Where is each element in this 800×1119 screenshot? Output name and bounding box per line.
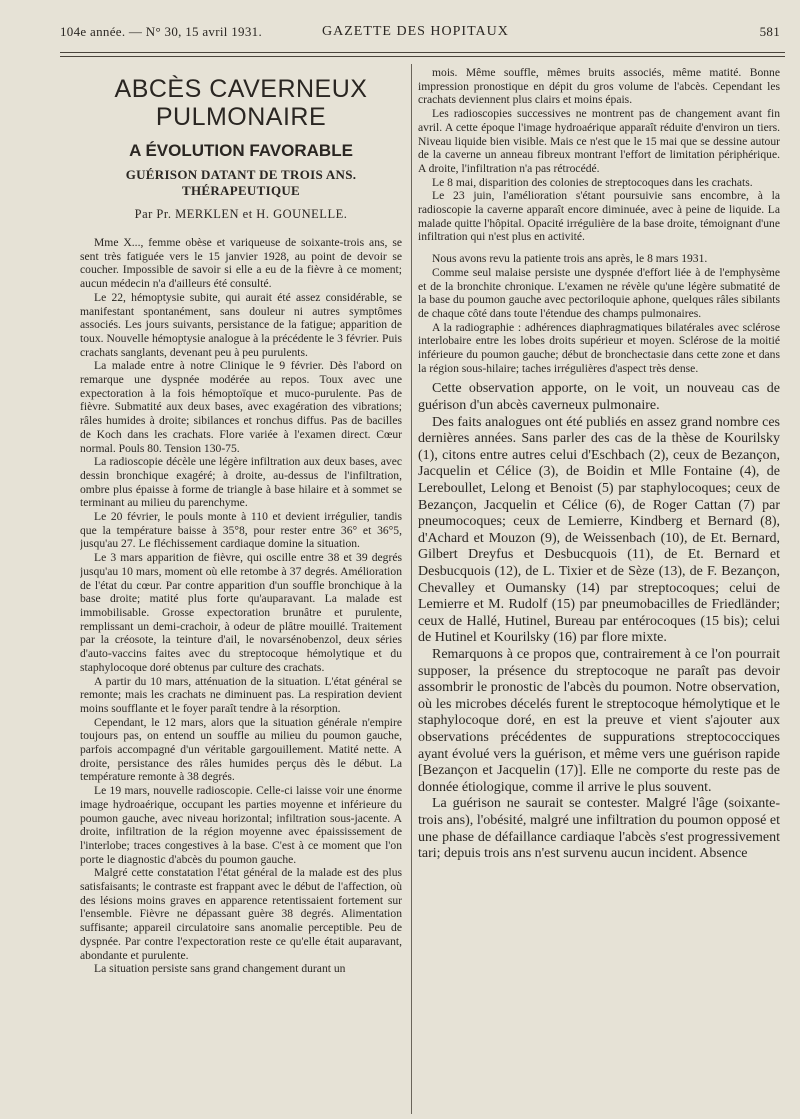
article-authors: Par Pr. MERKLEN et H. GOUNELLE. (134, 207, 348, 221)
section-gap (418, 244, 780, 252)
right-column (418, 66, 780, 1116)
paragraph: Remarquons à ce propos que, contrairement à ce l'on pourrait supposer, la présence du streptocoque ne paraît pas devoir assombrir le pronostic de l'abcès du poumon. Notre observation, où les microbes décelés furent le streptocoque hémolytique et le staphylocoque doré, en est la preuve et vient s'ajouter aux observations précédentes de suppurations streptococciques ayant évolué vers la guérison, et même vers une guérison rapide [Bezançon et Jacquelin (17)]. Elle ne comporte du reste pas de donnée étiologique, comme il arrive le plus souvent. (418, 646, 780, 795)
paragraph: Nous avons revu la patiente trois ans après, le 8 mars 1931. (432, 252, 708, 266)
paragraph: A partir du 10 mars, atténuation de la situation. L'état général se remonte; mais les crachats ne diminuent pas. La respiration devient moins soufflante et le foyer paraît tendre à la résorption. (80, 674, 402, 715)
paragraph: Le 19 mars, nouvelle radioscopie. Celle-ci laisse voir une énorme image hydroaérique, occupant les parties moyenne et inférieure du poumon gauche, avec niveau horizontal; infiltration sous-jacente. A droite, infiltration de la région moyenne avec épaississement de l'interlobe; traces congestives à la base. C'est à ce moment que l'on porte le diagnostic d'abcès du poumon gauche. (80, 784, 402, 866)
observation-continued (418, 66, 780, 244)
running-header (60, 24, 780, 44)
paragraph: Le 23 juin, l'amélioration s'étant poursuivie sans encombre, à la radioscopie la caverne apparaît encore diminuée, avec à peine de liquide. La malade quitte l'hôpital. Opacité irrégulière de la base droite, témoignant d'une infiltration qui n'est plus en activité. (418, 189, 780, 244)
paragraph: Les radioscopies successives ne montrent pas de changement avant fin avril. A cette époque l'image hydroaérique apparaît réduite d'environ un tiers. Niveau liquide bien visible. Mais ce n'est que le 15 mai que se dessine autour de la caverne un anneau fibreux montrant l'effort de limitation périphérique. A droite, l'infiltration n'a pas rétrocédé. (418, 107, 780, 175)
paragraph: Cette observation apporte, on le voit, un nouveau cas de guérison d'un abcès caverneux pulmonaire. (418, 381, 780, 414)
journal-name: GAZETTE DES HOPITAUX (322, 24, 509, 39)
article-title: ABCÈS CAVERNEUX PULMONAIRE (114, 75, 368, 131)
header-rule-bottom (60, 56, 785, 57)
paragraph: Cependant, le 12 mars, alors que la situation générale n'empire toujours pas, on entend un souffle au milieu du poumon gauche, parfois accompagné d'un véritable gargouillement. Matité nette. A droite, persistance des râles humides perçus dès le début. La température remonte à 38 degrés. (80, 715, 402, 784)
header-rule-top (60, 52, 785, 53)
paragraph: Comme seul malaise persiste une dyspnée d'effort liée à de l'emphysème et de la bronchite chronique. L'examen ne révèle qu'une légère submatité de la base du poumon gauche avec pectoriloquie aphone, quelques râles sibilants de chaque côté dans toute l'étendue des champs pulmonaires. (418, 265, 780, 320)
paragraph: mois. Même souffle, mêmes bruits associés, même matité. Bonne impression pronostique en dépit du gros volume de l'abcès. Cependant les crachats deviennent plus clairs et moins épais. (418, 66, 780, 107)
paragraph: Le 22, hémoptysie subite, qui aurait été assez considérable, se manifestant spontanément, sans douleur ni autres symptômes associés. Les jours suivants, persistance de la fatigue; apparition de toux. Nouvelle hémoptysie analogue à la précédente le 3 février. Puis crachats sanglants, devenant peu à peu purulents. (80, 290, 402, 359)
left-column (80, 66, 402, 1116)
paragraph: Le 8 mai, disparition des colonies de streptocoques dans les crachats. (432, 175, 753, 189)
column-divider (411, 64, 412, 1114)
paragraph: La radioscopie décèle une légère infiltration aux deux bases, avec dessin bronchique exagéré; à droite, au-dessus de l'infiltration, ombre plus épaisse à forme de triangle à base hilaire et à sommet se terminant au milieu du parenchyme. (80, 455, 402, 510)
paragraph: Mme X..., femme obèse et variqueuse de soixante-trois ans, se sent très fatiguée vers le 15 janvier 1928, au point de devoir se coucher. Impossible de savoir si elle a eu de la fièvre à ce moment; aucun médecin n'a d'ailleurs été consulté. (80, 236, 402, 291)
follow-up (418, 252, 780, 375)
page-number: 581 (759, 24, 780, 39)
paragraph: La malade entre à notre Clinique le 9 février. Dès l'abord on remarque une dyspnée modérée au repos. Toux avec une expectoration à la fois hémoptoïque et muco-purulente. Pas de fièvre. Submatité aux deux bases, avec exagération des vibrations; râles humides à droite; sibilances et ronchus diffus. Pas de bacilles de Koch dans les crachats. Flore variée à l'examen direct. Cœur normal. Pouls 80. Tension 130-75. (80, 359, 402, 455)
paragraph: Des faits analogues ont été publiés en assez grand nombre ces dernières années. Sans parler des cas de la thèse de Kourilsky (1), citons entre autres celui d'Eschbach (2), ceux de Bezançon, Jacquelin et Célice (3), de Boidin et Mlle Fontaine (4), de Lereboullet, Lelong et Benoist (5) par staphylocoques; ceux de Bezançon, Jacquelin et Célice (6), de Roger Cattan (7) par pneumocoques; ceux de Lemierre, Kindberg et Bernard (8), d'Achard et Mouzon (9), de Weissenbach (10), de Et. Bernard, Gilbert Dreyfus et Desbucquois (11), de Et. Bernard et Desbucquois (12), de L. Tixier et de Sèze (13), de F. Bezançon, Chevalley et Oumansky (14) par streptocoques; celui de Lemierre et M. Rudolf (15) par pneumobacilles de Friedländer; ceux de Hallé, Hutinel, Bureau par entérocoques (15 bis); celui de Hutinel et Kourilsky (16) par flore mixte. (418, 414, 780, 646)
paragraph: Le 3 mars apparition de fièvre, qui oscille entre 38 et 39 degrés jusqu'au 10 mars, moment où elle retombe à 37 degrés. Amélioration de l'état du cœur. Par contre apparition d'un souffle bronchique à la base droite; matité plus forte qu'auparavant. La malade est immobilisable. Grosse expectoration brunâtre et purulente, remplissant un demi-crachoir, à odeur de plâtre mouillé. Traitement par la créosote, la teinture d'ail, le novarsénobenzol, deux séries d'auto-vaccins faites avec du streptocoque hémolytique et du staphylocoque doré obtenus par culture des crachats. (80, 551, 402, 674)
paragraph: La situation persiste sans grand changement durant un (94, 962, 346, 976)
paragraph: La guérison ne saurait se contester. Malgré l'âge (soixante-trois ans), l'obésité, malgré une infiltration du poumon opposé et une phase de défaillance cardiaque l'abcès s'est progressivement tari; depuis trois ans n'est survenu aucun incident. Absence (418, 796, 780, 862)
issue-line: 104e année. — N° 30, 15 avril 1931. (60, 24, 262, 39)
paragraph: Le 20 février, le pouls monte à 110 et devient irrégulier, tandis que la température baisse à 35°8, pour rester entre 36° et 36°5, jusqu'au 27. Le fléchissement cardiaque domine la situation. (80, 510, 402, 551)
paragraph: A la radiographie : adhérences diaphragmatiques bilatérales avec sclérose interlobaire entre les lobes droits supérieur et moyen. Sclérose de la moitié inférieure du poumon gauche; début de bronchectasie dans cette zone et dans la région sous-hilaire; taches irrégulières d'aspect très dense. (418, 320, 780, 375)
article-subtitle-secondary: GUÉRISON DATANT DE TROIS ANS. THÉRAPEUTIQUE (125, 167, 357, 198)
discussion (418, 381, 780, 862)
paragraph: Malgré cette constatation l'état général de la malade est des plus satisfaisants; le contraste est frappant avec le début de l'affection, où des lésions moins graves en apparence retentissaient fortement sur l'ensemble. Fièvre ne dépassant guère 38 degrés. Alimentation suffisante; appareil circulatoire sans anomalie perceptible. Peu de dyspnée. Par contre l'expectoration reste ce qu'elle était auparavant, abondante et purulente. (80, 866, 402, 962)
article-subtitle: A ÉVOLUTION FAVORABLE (129, 141, 353, 160)
